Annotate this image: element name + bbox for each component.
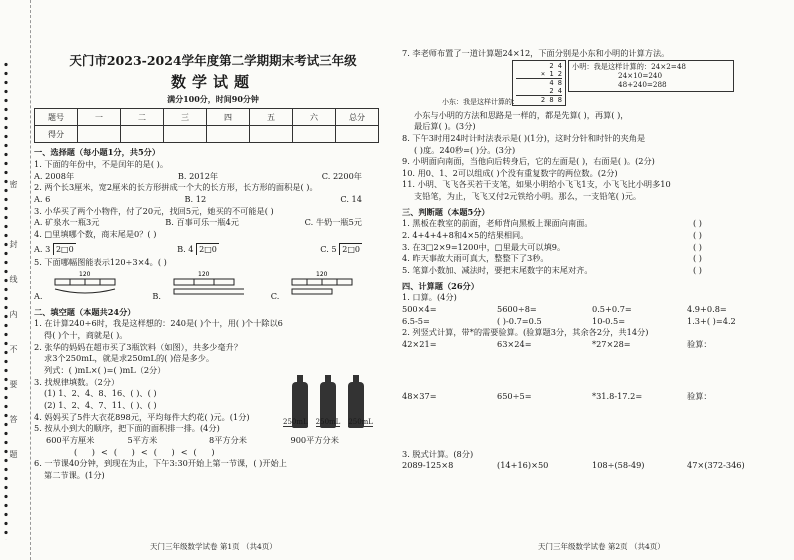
footer-left: 天门三年级数学试卷 第1页 （共4页） [150, 542, 277, 551]
judge-blank[interactable]: ( ) [693, 264, 702, 275]
s1-q3: 3. 小华买了两个小物件，付了20元，找回5元，她买的不可能是( ) [34, 205, 274, 216]
calc-item: 48×37= [402, 390, 437, 401]
bottle-labels [283, 418, 373, 427]
s2-q4: 4. 妈妈买了5件大衣花898元，平均每件大约花( )元。(1分) [34, 411, 250, 422]
calc-item: 2089-125×8 [402, 460, 454, 471]
q7-methods [402, 60, 782, 110]
s2-q8b: ( )度。240秒=( )分。(3分) [414, 144, 516, 155]
bottles-image [248, 318, 358, 390]
judge-item: 3. 在3□2×9=1200中，□里最大可以填9。 ( ) [402, 241, 702, 252]
oral-row-2 [402, 316, 782, 328]
judge-item: 1. 黑板在教室的前面，老师背向黑板上课面向南面。 ( ) [402, 218, 702, 229]
s1-q5: 5. 下面哪幅图能表示120÷3×4。( ) [34, 257, 167, 268]
binding-margin [0, 0, 31, 560]
s2-q5-blanks: ( )<( )<( )<( ) [74, 446, 221, 457]
judge-blank[interactable]: ( ) [693, 218, 702, 229]
bottle-label: 250mL [315, 418, 341, 426]
exam-title: 天门市2023-2024学年度第二学期期末考试三年级 [69, 53, 357, 68]
oral-row-1 [402, 304, 782, 316]
calc-item: 108÷(58-49) [592, 460, 645, 471]
bottle-label: 250mL [348, 418, 373, 426]
score-cell[interactable] [293, 126, 336, 143]
calc-item: 63×24= [497, 338, 532, 349]
judge-item: 4. 昨天事故大雨可真大，整整下了3秒。 ( ) [402, 253, 702, 264]
option: A. 3 2□0 [34, 243, 74, 254]
mixed-calc-row [402, 460, 782, 472]
s1-q1: 1. 下面的年份中，不是闰年的是( )。 [34, 159, 169, 170]
binding-text-3: 线 [9, 275, 18, 283]
section-3-title: 三、判断题（本题5分） [402, 206, 490, 217]
oral-item: 500×4= [402, 303, 437, 314]
s2-q3a: (1) 1、2、4、8、16、( )、( ) [44, 388, 157, 399]
s2-q9: 9. 小明面向南面，当他向后转身后，它的左面是( )，右面是( )。(2分) [402, 156, 655, 167]
s2-q11b: 支铅笔，为止，飞飞又付2元铁给小明。那么，一支铅笔( )元。 [414, 191, 642, 202]
option: C. 2200年 [321, 170, 362, 181]
oral-item: ( )-0.7=0.5 [497, 315, 542, 326]
svg-text:120: 120 [79, 270, 91, 278]
s2-q6a: 6. 一节课40分钟，到现在为止，下午3:30开始上第一节课，( )开始上 [34, 458, 287, 469]
bar-diagram-c [282, 269, 362, 299]
s2-q2c: 列式：( )mL×( )=( )mL（2分） [44, 365, 166, 376]
s2-q7b: 最后算( )。(3分) [414, 121, 476, 132]
judge-item: 5. 笔算小数加、减法时，要把末尾数字的末尾对齐。 ( ) [402, 264, 702, 275]
section-1-title: 一、选择题（每小题1分，共5分） [34, 147, 161, 158]
option-a-diagram: A. 120 [34, 269, 125, 303]
option: C. 5 2□0 [320, 243, 360, 254]
section-2-title: 二、填空题（本题共24分） [34, 306, 136, 317]
score-header: 二 [121, 109, 164, 126]
area-value: 5平方米 [127, 434, 158, 445]
svg-text:120: 120 [315, 270, 328, 278]
score-cell[interactable] [336, 126, 379, 143]
score-header: 题号 [35, 109, 78, 126]
score-cell[interactable] [207, 126, 250, 143]
s1-q1-options [34, 171, 392, 183]
s1-q4-options [34, 243, 392, 256]
binding-text-5: 不 [9, 345, 18, 353]
oral-item: 4.9+0.8= [687, 303, 727, 314]
calc-item: 47×(372-346) [687, 460, 745, 471]
section-4-title: 四、计算题（26分） [402, 280, 479, 291]
bar-diagram-b [164, 269, 244, 299]
right-column [402, 48, 782, 472]
xiaoming-calc-box [568, 60, 734, 92]
s2-q6b: 第二节课。(1分) [44, 469, 105, 480]
judge-blank[interactable]: ( ) [693, 241, 702, 252]
oral-item: 5600÷8= [497, 303, 537, 314]
s2-q3: 3. 找规律填数。（2分） [34, 376, 120, 387]
vertical-calc-row-2 [402, 391, 782, 449]
exam-info: 满分100分，时间90分钟 [167, 94, 259, 105]
option: C. 14 [340, 193, 362, 204]
division-symbol: 2□0 [339, 243, 362, 255]
area-value: 600平方厘米 [46, 434, 95, 445]
binding-text-1: 密 [9, 180, 18, 188]
s4-q3: 3. 脱式计算。(8分) [402, 448, 474, 459]
s2-q2a: 2. 张华的妈妈在超市买了3瓶饮料（如图），共多少毫升？ [34, 341, 243, 352]
bottle-label: 250mL [283, 418, 308, 426]
binding-text-2: 封 [9, 240, 18, 248]
score-cell[interactable] [78, 126, 121, 143]
oral-item: 1.3+( )=4.2 [687, 315, 736, 326]
s4-q1: 1. 口算。(4分) [402, 292, 457, 303]
xiaoming-line-1: 小明：我是这样计算的：24×2=48 [572, 61, 686, 71]
score-header: 总分 [336, 109, 379, 126]
subject-title: 数学试题 [170, 72, 255, 91]
s2-q5-values [34, 435, 392, 447]
binding-text-4: 内 [9, 310, 18, 318]
calc-item: 42×21= [402, 338, 437, 349]
bar-diagram-a [45, 269, 125, 299]
oral-item: 10-0.5= [592, 315, 626, 326]
score-header: 五 [250, 109, 293, 126]
option-b-diagram: B. 120 [152, 269, 243, 303]
s2-q1a: 1. 在计算240÷6时，我是这样想的：240是( )个十，用( )个十除以6 [34, 318, 283, 329]
score-cell[interactable] [121, 126, 164, 143]
score-label: 得分 [35, 126, 78, 143]
s1-q2-options [34, 194, 392, 206]
s1-q5-options [34, 269, 392, 303]
division-symbol: 2□0 [53, 243, 76, 255]
oral-item: 6.5-5= [402, 315, 430, 326]
xiaodong-vertical-calc: 2 4 × 1 2 4 8 2 4 2 8 8 [512, 60, 566, 106]
calc-item: 650÷5= [497, 390, 532, 401]
score-header: 六 [293, 109, 336, 126]
option-c-diagram: C. 120 [271, 269, 362, 303]
xiaodong-label: 小东：我是这样计算的： [442, 97, 519, 106]
score-header: 三 [164, 109, 207, 126]
binding-dots [3, 60, 9, 540]
score-header: 四 [207, 109, 250, 126]
option: B. 2012年 [177, 170, 219, 181]
oral-item: 0.5+0.7= [592, 303, 632, 314]
s2-q5: 5. 按从小到大的顺序，把下面的面积排一排。(4分) [34, 423, 220, 434]
calc-item: 验算： [687, 390, 712, 401]
calc-item: *31.8-17.2= [592, 390, 643, 401]
s1-q4: 4. □里填哪个数，商末尾是0？( ) [34, 228, 157, 239]
vertical-calc-row-1 [402, 339, 782, 391]
s4-q2: 2. 列竖式计算，带*的需要验算。(验算题3分，其余各2分，共14分) [402, 327, 649, 338]
option: B. 百事可乐一瓶4元 [165, 217, 239, 228]
option: B. 4 2□0 [177, 243, 217, 254]
s2-q8a: 8. 下午3时用24时计时法表示是( )(1分)，这时分针和时针的夹角是 [402, 132, 646, 143]
s2-q10: 10. 用0、1、2可以组成( )个没有重复数字的两位数。(2分) [402, 167, 618, 178]
division-symbol: 2□0 [196, 243, 219, 255]
binding-text-8: 题 [9, 450, 18, 458]
s2-q7: 7. 李老师布置了一道计算题24×12，下面分别是小东和小明的计算方法。 [402, 48, 670, 58]
s2-q2b: 求3个250mL，就是求250mL的( )倍是多少。 [44, 353, 215, 364]
area-value: 8平方分米 [209, 434, 247, 445]
calc-item: (14+16)×50 [497, 460, 549, 471]
option: A. 2008年 [34, 170, 75, 181]
option: A. 6 [34, 193, 51, 204]
left-column [34, 52, 392, 481]
svg-text:120: 120 [197, 270, 210, 278]
score-cell[interactable] [250, 126, 293, 143]
judge-blank[interactable]: ( ) [693, 253, 702, 264]
option: B. 12 [184, 193, 207, 204]
s2-q3b: (2) 1、2、4、7、11、( )、( ) [44, 399, 157, 410]
score-table [34, 108, 379, 143]
s2-q11a: 11. 小明、飞飞各买若干支笔，如果小明给小飞飞1支，小飞飞比小明多10 [402, 179, 671, 190]
s1-q3-options [34, 217, 392, 229]
option: A. 矿泉水一瓶3元 [34, 217, 100, 228]
score-header: 一 [78, 109, 121, 126]
option: C. 牛奶一瓶5元 [304, 217, 362, 228]
judge-blank[interactable]: ( ) [693, 230, 702, 241]
s2-q7a: 小东与小明的方法和思路是一样的，都是先算( )，再算( )， [414, 109, 629, 120]
calc-item: 验算： [687, 338, 712, 349]
score-cell[interactable] [164, 126, 207, 143]
footer-right: 天门三年级数学试卷 第2页 （共4页） [538, 542, 665, 551]
area-value: 900平方分米 [290, 434, 339, 445]
xiaoming-line-2: 24×10=240 [618, 71, 663, 80]
binding-text-7: 答 [9, 415, 18, 423]
judge-item: 2. 4+4+4+8和4×5的结果相同。 ( ) [402, 230, 702, 241]
binding-text-6: 要 [9, 380, 18, 388]
s1-q2: 2. 两个长3厘米，宽2厘米的长方形拼成一个大的长方形，长方形的面积是( )。 [34, 182, 318, 193]
xiaoming-line-3: 48+240=288 [618, 80, 667, 90]
calc-item: *27×28= [592, 338, 631, 349]
s2-q1b: 得( )个十，商就是( )。 [44, 330, 128, 341]
